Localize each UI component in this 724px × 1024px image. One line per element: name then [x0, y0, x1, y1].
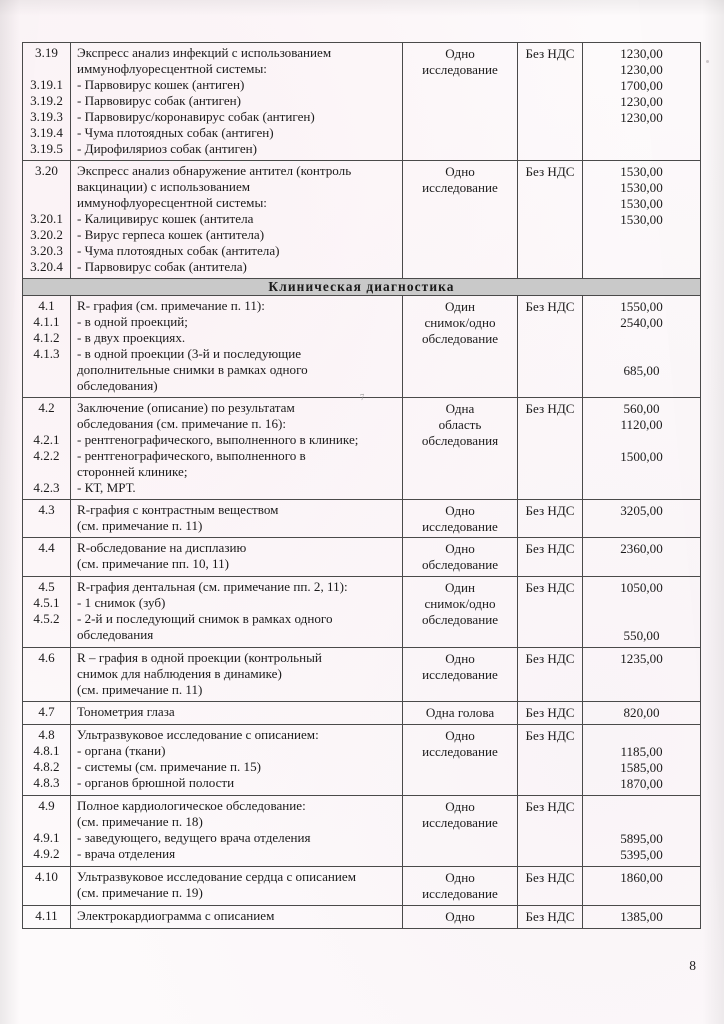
- page-number: 8: [689, 958, 696, 973]
- price-value: 5395,00: [620, 846, 663, 862]
- row-number: 4.1.1: [33, 313, 60, 329]
- vat-value: Без НДС: [525, 651, 575, 667]
- service-name-line: - Парвовирус собак (антиген): [77, 92, 242, 108]
- unit-cell: [403, 397, 518, 499]
- service-name-line: R-графия с контрастным веществом: [77, 501, 279, 517]
- unit-cell: [403, 295, 518, 397]
- price-blank: [589, 728, 694, 744]
- row-number: 4.1: [38, 297, 55, 313]
- unit-cell: [403, 866, 518, 905]
- service-name-line: - рентгенографического, выполненного в: [77, 447, 306, 463]
- service-name-line: - Калицивирус кошек (антитела: [77, 210, 254, 226]
- vat-value: Без НДС: [525, 541, 575, 557]
- unit-line: Один: [445, 298, 475, 314]
- table-row: [23, 648, 701, 702]
- row-number-blank: [25, 195, 68, 211]
- unit-cell: [403, 160, 518, 278]
- unit-line: обследование: [421, 557, 499, 573]
- row-number-blank: [25, 179, 68, 195]
- unit-line: исследование: [422, 885, 498, 901]
- table-row: [23, 866, 701, 905]
- vat-value: Без НДС: [525, 163, 575, 179]
- service-name-line: (см. примечание п. 11): [77, 517, 203, 533]
- vat-cell: [518, 295, 583, 397]
- price-cell: [583, 725, 701, 796]
- row-number: 3.19: [35, 45, 58, 60]
- price-cell: [583, 702, 701, 725]
- vat-value: Без НДС: [525, 502, 575, 518]
- service-name-line: - в одной проекций;: [77, 313, 188, 329]
- service-name-line: Тонометрия глаза: [77, 704, 175, 720]
- price-value: 1530,00: [620, 211, 663, 227]
- unit-line: исследование: [422, 179, 498, 195]
- table-row: [23, 725, 701, 796]
- row-number: 4.7: [38, 704, 55, 720]
- vat-cell: [518, 43, 583, 161]
- unit-line: исследование: [422, 744, 498, 760]
- price-value: 3205,00: [620, 502, 663, 518]
- vat-value: Без НДС: [525, 580, 575, 596]
- row-number: 3.20.1: [30, 210, 63, 226]
- row-number: 4.2: [38, 399, 55, 415]
- row-number-cell: [23, 499, 71, 538]
- table-row: [23, 905, 701, 928]
- row-number: 4.5.2: [33, 611, 60, 627]
- price-value: 1530,00: [620, 163, 663, 179]
- service-name-line: - Дирофиляриоз собак (антиген): [77, 140, 258, 156]
- service-name-line: обследования: [77, 627, 154, 643]
- unit-line: обследование: [421, 330, 499, 346]
- price-value: 550,00: [623, 628, 660, 644]
- vat-cell: [518, 905, 583, 928]
- price-cell: [583, 397, 701, 499]
- unit-cell: [403, 499, 518, 538]
- service-name-line: Полное кардиологическое обследование:: [77, 798, 306, 814]
- service-name-line: - органа (ткани): [77, 743, 166, 759]
- price-cell: [583, 905, 701, 928]
- row-number: 3.19.4: [30, 124, 63, 140]
- price-blank: [589, 612, 694, 628]
- service-name-cell: [71, 702, 403, 725]
- price-cell: [583, 160, 701, 278]
- price-value: 1860,00: [620, 869, 663, 885]
- unit-line: Одна голова: [425, 705, 495, 721]
- service-name-line: - Чума плотоядных собак (антиген): [77, 124, 274, 140]
- service-name-line: - органов брюшной полости: [77, 775, 235, 791]
- service-name-line: иммунофлуоресцентной системы:: [77, 60, 267, 76]
- service-name-line: Заключение (описание) по результатам: [77, 399, 295, 415]
- price-value: 820,00: [623, 705, 660, 721]
- price-value: 2360,00: [620, 541, 663, 557]
- price-value: 5895,00: [620, 830, 663, 846]
- price-blank: [589, 331, 694, 347]
- unit-cell: [403, 648, 518, 702]
- price-value: 1050,00: [620, 580, 663, 596]
- unit-line: Одно: [445, 908, 475, 924]
- row-number-cell: [23, 295, 71, 397]
- service-name-cell: [71, 499, 403, 538]
- service-name-line: - Чума плотоядных собак (антитела): [77, 242, 280, 258]
- service-name-line: обследования (см. примечание п. 16):: [77, 415, 287, 431]
- unit-line: снимок/одно: [424, 314, 496, 330]
- unit-line: Одно: [445, 163, 475, 179]
- vat-cell: [518, 725, 583, 796]
- row-number-cell: [23, 905, 71, 928]
- service-name-line: (см. примечание п. 18): [77, 814, 203, 829]
- unit-line: область: [438, 416, 482, 432]
- service-name-line: (см. примечание пп. 10, 11): [77, 556, 230, 572]
- row-number: 4.5.1: [33, 595, 60, 611]
- row-number: 3.19.5: [30, 140, 63, 156]
- row-number: 3.19.3: [30, 108, 63, 124]
- price-blank: [589, 596, 694, 612]
- unit-cell: [403, 43, 518, 161]
- row-number-cell: [23, 866, 71, 905]
- price-value: 560,00: [623, 400, 660, 416]
- service-name-line: иммунофлуоресцентной системы:: [77, 194, 267, 210]
- service-name-cell: [71, 905, 403, 928]
- row-number: 4.9.1: [33, 829, 60, 845]
- vat-cell: [518, 648, 583, 702]
- price-value: 2540,00: [620, 314, 663, 330]
- service-name-line: вакцинации) с использованием: [77, 178, 251, 194]
- unit-cell: [403, 725, 518, 796]
- unit-line: Одно: [445, 728, 475, 744]
- price-value: 1530,00: [620, 179, 663, 195]
- service-name-line: R-обследование на дисплазию: [77, 540, 247, 556]
- row-number: 4.2.1: [33, 431, 60, 447]
- price-value: 1230,00: [620, 109, 663, 125]
- vat-cell: [518, 160, 583, 278]
- service-name-line: обследования): [77, 377, 158, 393]
- row-number-blank: [25, 814, 68, 830]
- table-row: [23, 796, 701, 867]
- row-number: 4.3: [38, 501, 55, 517]
- row-number: 4.9: [38, 798, 55, 814]
- service-name-line: Ультразвуковое исследование сердца с описанием: [77, 868, 357, 884]
- unit-line: исследование: [422, 815, 498, 830]
- unit-line: Одно: [445, 541, 475, 557]
- service-name-line: R-графия дентальная (см. примечание пп. 2, 11):: [77, 579, 348, 595]
- service-name-line: - Вирус герпеса кошек (антитела): [77, 226, 265, 242]
- row-number-cell: [23, 43, 71, 161]
- row-number: 4.9.2: [33, 845, 60, 861]
- price-cell: [583, 866, 701, 905]
- row-number: 3.20.2: [30, 226, 63, 242]
- service-name-line: - Парвовирус собак (антитела): [77, 258, 247, 274]
- price-cell: [583, 538, 701, 577]
- row-number-cell: [23, 397, 71, 499]
- vat-value: Без НДС: [525, 400, 575, 416]
- unit-cell: [403, 702, 518, 725]
- unit-line: Один: [445, 580, 475, 596]
- unit-cell: [403, 538, 518, 577]
- row-number: 3.19.2: [30, 92, 63, 108]
- row-number-cell: [23, 648, 71, 702]
- row-number-blank: [25, 416, 68, 432]
- row-number-blank: [25, 61, 68, 77]
- row-number: 4.8: [38, 727, 55, 743]
- service-name-line: дополнительные снимки в рамках одного: [77, 361, 308, 377]
- vat-value: Без НДС: [525, 799, 575, 815]
- unit-line: обследование: [421, 612, 499, 628]
- price-value: 1230,00: [620, 61, 663, 77]
- vat-cell: [518, 796, 583, 867]
- service-name-line: (см. примечание п. 11): [77, 682, 203, 698]
- section-header-row: [23, 278, 701, 295]
- price-cell: [583, 499, 701, 538]
- row-number: 4.4: [38, 540, 55, 556]
- vat-value: Без НДС: [525, 908, 575, 924]
- row-number-cell: [23, 160, 71, 278]
- price-value: 1700,00: [620, 77, 663, 93]
- service-name-line: - Парвовирус/коронавирус собак (антиген): [77, 108, 315, 124]
- row-number-cell: [23, 702, 71, 725]
- unit-line: Одно: [445, 502, 475, 518]
- row-number: 4.11: [35, 907, 58, 923]
- row-number: 4.1.2: [33, 329, 60, 345]
- service-name-line: сторонней клинике;: [77, 463, 188, 479]
- table-row: [23, 538, 701, 577]
- price-blank: [589, 799, 694, 815]
- service-name-line: - в одной проекции (3-й и последующие: [77, 345, 302, 361]
- row-number: 4.2.2: [33, 447, 60, 463]
- row-number-cell: [23, 796, 71, 867]
- service-name-cell: [71, 725, 403, 796]
- row-number: 4.2.3: [33, 479, 60, 495]
- unit-line: обследования: [421, 432, 499, 448]
- service-name-cell: [71, 648, 403, 702]
- service-name-cell: [71, 866, 403, 905]
- service-name-cell: [71, 295, 403, 397]
- row-number-cell: [23, 538, 71, 577]
- unit-line: снимок/одно: [424, 596, 496, 612]
- service-name-line: снимок для наблюдения в динамике): [77, 666, 282, 682]
- section-header-title: Клиническая диагностика: [23, 278, 701, 295]
- row-number: 4.8.3: [33, 775, 60, 791]
- service-name-line: - 1 снимок (зуб): [77, 595, 166, 611]
- vat-value: Без НДС: [525, 298, 575, 314]
- row-number: 3.20: [35, 162, 58, 178]
- price-blank: [589, 347, 694, 363]
- vat-cell: [518, 702, 583, 725]
- row-number: 4.6: [38, 650, 55, 666]
- unit-line: Одно: [445, 46, 475, 61]
- row-number: 4.5: [38, 579, 55, 595]
- price-value: 1385,00: [620, 908, 663, 924]
- row-number: 4.8.1: [33, 743, 60, 759]
- price-value: 1550,00: [620, 298, 663, 314]
- service-name-line: - Парвовирус кошек (антиген): [77, 76, 245, 92]
- service-name-line: Ультразвуковое исследование с описанием:: [77, 727, 319, 743]
- price-cell: [583, 577, 701, 648]
- row-number-cell: [23, 725, 71, 796]
- row-number-cell: [23, 577, 71, 648]
- price-cell: [583, 648, 701, 702]
- scan-artifact-mark: 7: [359, 391, 366, 403]
- unit-line: Одна: [445, 400, 475, 416]
- row-number: 3.20.3: [30, 242, 63, 258]
- row-number: 4.1.3: [33, 345, 60, 361]
- table-row: [23, 160, 701, 278]
- service-name-cell: [71, 43, 403, 161]
- price-cell: [583, 796, 701, 867]
- service-name-line: Экспресс анализ инфекций с использованием: [77, 45, 332, 60]
- row-number: 4.8.2: [33, 759, 60, 775]
- page-edge-shadow-right: [702, 0, 724, 1024]
- service-name-line: - 2-й и последующий снимок в рамках одного: [77, 611, 333, 627]
- price-cell: [583, 295, 701, 397]
- vat-value: Без НДС: [525, 705, 575, 721]
- unit-line: Одно: [445, 869, 475, 885]
- service-name-line: Экспресс анализ обнаружение антител (контроль: [77, 162, 352, 178]
- vat-value: Без НДС: [525, 869, 575, 885]
- row-number: 4.10: [35, 868, 58, 884]
- scan-artifact-dot: [706, 60, 709, 63]
- unit-line: исследование: [422, 61, 498, 77]
- table-row: [23, 397, 701, 499]
- service-name-line: - заведующего, ведущего врача отделения: [77, 829, 311, 845]
- price-blank: [589, 815, 694, 831]
- vat-cell: [518, 577, 583, 648]
- table-row: [23, 577, 701, 648]
- unit-cell: [403, 796, 518, 867]
- vat-cell: [518, 866, 583, 905]
- price-value: 685,00: [623, 362, 660, 378]
- service-name-line: - в двух проекциях.: [77, 329, 186, 345]
- unit-cell: [403, 577, 518, 648]
- table-row: [23, 499, 701, 538]
- service-name-cell: [71, 796, 403, 867]
- vat-cell: [518, 397, 583, 499]
- price-value: 1585,00: [620, 760, 663, 776]
- service-name-line: - врача отделения: [77, 845, 176, 861]
- vat-cell: [518, 499, 583, 538]
- price-value: 1530,00: [620, 195, 663, 211]
- row-number: 3.19.1: [30, 76, 63, 92]
- price-value: 1230,00: [620, 46, 663, 61]
- unit-line: исследование: [422, 518, 498, 534]
- row-number-blank: [25, 464, 68, 480]
- service-name-line: (см. примечание п. 19): [77, 884, 203, 900]
- table-row: [23, 43, 701, 161]
- service-name-line: Электрокардиограмма с описанием: [77, 907, 275, 923]
- page-edge-shadow-top: [0, 0, 724, 16]
- vat-value: Без НДС: [525, 728, 575, 744]
- price-value: 1120,00: [620, 416, 663, 432]
- service-name-cell: [71, 577, 403, 648]
- price-blank: [589, 433, 694, 449]
- unit-cell: [403, 905, 518, 928]
- price-value: 1870,00: [620, 776, 663, 792]
- service-name-line: R – графия в одной проекции (контрольный: [77, 650, 322, 666]
- service-name-cell: [71, 160, 403, 278]
- price-value: 1500,00: [620, 448, 663, 464]
- price-value: 1230,00: [620, 93, 663, 109]
- table-row: [23, 702, 701, 725]
- vat-value: Без НДС: [525, 46, 575, 61]
- unit-line: Одно: [445, 651, 475, 667]
- table-row: [23, 295, 701, 397]
- service-name-line: - системы (см. примечание п. 15): [77, 759, 261, 775]
- price-list-table: [22, 42, 701, 929]
- service-name-cell: [71, 538, 403, 577]
- service-name-line: - КТ, МРТ.: [77, 479, 136, 495]
- service-name-line: R- графия (см. примечание п. 11):: [77, 297, 265, 313]
- price-table-body: [23, 43, 701, 929]
- service-name-line: - рентгенографического, выполненного в клинике;: [77, 431, 359, 447]
- row-number: 3.20.4: [30, 258, 63, 274]
- unit-line: Одно: [445, 799, 475, 815]
- service-name-cell: [71, 397, 403, 499]
- price-value: 1185,00: [620, 744, 663, 760]
- unit-line: исследование: [422, 667, 498, 683]
- page-edge-shadow-left: [0, 0, 20, 1024]
- price-cell: [583, 43, 701, 161]
- price-value: 1235,00: [620, 651, 663, 667]
- vat-cell: [518, 538, 583, 577]
